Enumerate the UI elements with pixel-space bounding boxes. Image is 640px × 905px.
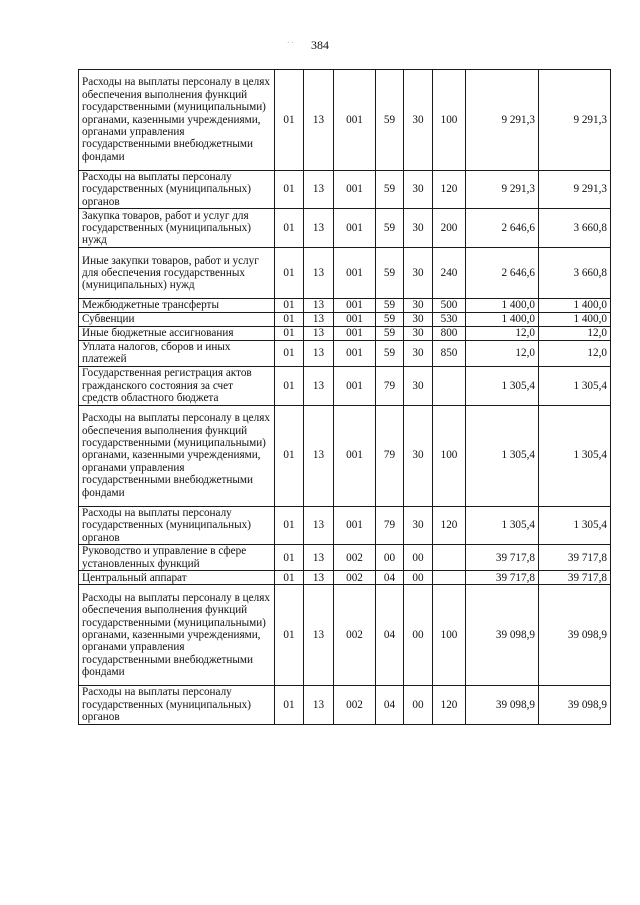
table-row bbox=[79, 340, 611, 366]
program-code-cell: 001 bbox=[334, 209, 376, 248]
amount-year1-cell: 1 400,0 bbox=[466, 313, 539, 327]
item-code-cell: 30 bbox=[404, 248, 433, 299]
row-name-cell: Расходы на выплаты персоналу в целях обеспечения выполнения функций государственными (муниципальными) органами, казенными учреждениями, органами управления государственными внебюджетными фондами bbox=[79, 70, 275, 171]
subsection-code-cell: 13 bbox=[304, 506, 334, 545]
row-name-cell: Государственная регистрация актов гражданского состояния за счет средств областного бюджета bbox=[79, 367, 275, 406]
row-name-cell: Расходы на выплаты персоналу государственных (муниципальных) органов bbox=[79, 686, 275, 725]
section-code-cell: 01 bbox=[275, 545, 304, 571]
table-body bbox=[79, 70, 611, 725]
item-code-cell: 30 bbox=[404, 209, 433, 248]
expense-type-cell bbox=[433, 571, 466, 585]
subprogram-code-cell: 04 bbox=[376, 585, 404, 686]
expense-type-cell: 120 bbox=[433, 506, 466, 545]
table-row bbox=[79, 209, 611, 248]
program-code-cell: 001 bbox=[334, 170, 376, 209]
table-row bbox=[79, 585, 611, 686]
section-code-cell: 01 bbox=[275, 340, 304, 366]
section-code-cell: 01 bbox=[275, 313, 304, 327]
expense-type-cell: 120 bbox=[433, 170, 466, 209]
expense-type-cell: 100 bbox=[433, 70, 466, 171]
item-code-cell: 00 bbox=[404, 585, 433, 686]
subsection-code-cell: 13 bbox=[304, 170, 334, 209]
budget-table bbox=[78, 69, 611, 725]
subsection-code-cell: 13 bbox=[304, 326, 334, 340]
section-code-cell: 01 bbox=[275, 686, 304, 725]
row-name-cell: Руководство и управление в сфере установленных функций bbox=[79, 545, 275, 571]
amount-year2-cell: 39 717,8 bbox=[539, 571, 611, 585]
page-number: 384 bbox=[311, 38, 329, 52]
program-code-cell: 002 bbox=[334, 585, 376, 686]
amount-year2-cell: 12,0 bbox=[539, 326, 611, 340]
subprogram-code-cell: 59 bbox=[376, 326, 404, 340]
table-row bbox=[79, 367, 611, 406]
amount-year2-cell: 1 305,4 bbox=[539, 367, 611, 406]
subsection-code-cell: 13 bbox=[304, 248, 334, 299]
program-code-cell: 001 bbox=[334, 313, 376, 327]
program-code-cell: 001 bbox=[334, 70, 376, 171]
amount-year2-cell: 1 400,0 bbox=[539, 313, 611, 327]
table-row bbox=[79, 571, 611, 585]
subsection-code-cell: 13 bbox=[304, 585, 334, 686]
expense-type-cell: 100 bbox=[433, 405, 466, 506]
section-code-cell: 01 bbox=[275, 299, 304, 313]
row-name-cell: Расходы на выплаты персоналу государственных (муниципальных) органов bbox=[79, 506, 275, 545]
subsection-code-cell: 13 bbox=[304, 209, 334, 248]
amount-year2-cell: 1 305,4 bbox=[539, 405, 611, 506]
table-row bbox=[79, 506, 611, 545]
expense-type-cell: 200 bbox=[433, 209, 466, 248]
expense-type-cell: 240 bbox=[433, 248, 466, 299]
amount-year1-cell: 1 400,0 bbox=[466, 299, 539, 313]
program-code-cell: 001 bbox=[334, 326, 376, 340]
expense-type-cell: 100 bbox=[433, 585, 466, 686]
amount-year2-cell: 39 098,9 bbox=[539, 686, 611, 725]
amount-year2-cell: 39 717,8 bbox=[539, 545, 611, 571]
section-code-cell: 01 bbox=[275, 571, 304, 585]
section-code-cell: 01 bbox=[275, 506, 304, 545]
amount-year1-cell: 1 305,4 bbox=[466, 367, 539, 406]
row-name-cell: Межбюджетные трансферты bbox=[79, 299, 275, 313]
row-name-cell: Расходы на выплаты персоналу в целях обеспечения выполнения функций государственными (муниципальными) органами, казенными учреждениями, органами управления государственными внебюджетными фондами bbox=[79, 405, 275, 506]
program-code-cell: 002 bbox=[334, 545, 376, 571]
amount-year1-cell: 2 646,6 bbox=[466, 248, 539, 299]
subprogram-code-cell: 59 bbox=[376, 248, 404, 299]
subprogram-code-cell: 79 bbox=[376, 367, 404, 406]
item-code-cell: 00 bbox=[404, 686, 433, 725]
amount-year1-cell: 9 291,3 bbox=[466, 70, 539, 171]
amount-year1-cell: 39 717,8 bbox=[466, 571, 539, 585]
subprogram-code-cell: 00 bbox=[376, 545, 404, 571]
amount-year2-cell: 12,0 bbox=[539, 340, 611, 366]
subsection-code-cell: 13 bbox=[304, 686, 334, 725]
subsection-code-cell: 13 bbox=[304, 405, 334, 506]
item-code-cell: 30 bbox=[404, 299, 433, 313]
item-code-cell: 30 bbox=[404, 405, 433, 506]
program-code-cell: 002 bbox=[334, 571, 376, 585]
row-name-cell: Закупка товаров, работ и услуг для государственных (муниципальных) нужд bbox=[79, 209, 275, 248]
row-name-cell: Субвенции bbox=[79, 313, 275, 327]
amount-year2-cell: 3 660,8 bbox=[539, 248, 611, 299]
subprogram-code-cell: 79 bbox=[376, 405, 404, 506]
subprogram-code-cell: 59 bbox=[376, 340, 404, 366]
expense-type-cell: 500 bbox=[433, 299, 466, 313]
subprogram-code-cell: 59 bbox=[376, 299, 404, 313]
subprogram-code-cell: 59 bbox=[376, 209, 404, 248]
expense-type-cell: 800 bbox=[433, 326, 466, 340]
subprogram-code-cell: 04 bbox=[376, 686, 404, 725]
amount-year1-cell: 9 291,3 bbox=[466, 170, 539, 209]
item-code-cell: 30 bbox=[404, 326, 433, 340]
program-code-cell: 001 bbox=[334, 506, 376, 545]
subprogram-code-cell: 79 bbox=[376, 506, 404, 545]
section-code-cell: 01 bbox=[275, 585, 304, 686]
amount-year1-cell: 2 646,6 bbox=[466, 209, 539, 248]
table-row bbox=[79, 170, 611, 209]
amount-year1-cell: 12,0 bbox=[466, 340, 539, 366]
section-code-cell: 01 bbox=[275, 248, 304, 299]
section-code-cell: 01 bbox=[275, 405, 304, 506]
amount-year1-cell: 1 305,4 bbox=[466, 405, 539, 506]
amount-year1-cell: 39 098,9 bbox=[466, 686, 539, 725]
section-code-cell: 01 bbox=[275, 170, 304, 209]
table-row bbox=[79, 545, 611, 571]
amount-year1-cell: 12,0 bbox=[466, 326, 539, 340]
item-code-cell: 00 bbox=[404, 571, 433, 585]
amount-year1-cell: 39 717,8 bbox=[466, 545, 539, 571]
table-row bbox=[79, 299, 611, 313]
row-name-cell: Центральный аппарат bbox=[79, 571, 275, 585]
table-row bbox=[79, 313, 611, 327]
expense-type-cell: 120 bbox=[433, 686, 466, 725]
program-code-cell: 001 bbox=[334, 248, 376, 299]
item-code-cell: 30 bbox=[404, 506, 433, 545]
amount-year2-cell: 3 660,8 bbox=[539, 209, 611, 248]
row-name-cell: Уплата налогов, сборов и иных платежей bbox=[79, 340, 275, 366]
subsection-code-cell: 13 bbox=[304, 299, 334, 313]
row-name-cell: Расходы на выплаты персоналу государственных (муниципальных) органов bbox=[79, 170, 275, 209]
program-code-cell: 001 bbox=[334, 405, 376, 506]
table-row bbox=[79, 248, 611, 299]
amount-year2-cell: 1 305,4 bbox=[539, 506, 611, 545]
subsection-code-cell: 13 bbox=[304, 313, 334, 327]
table-row bbox=[79, 405, 611, 506]
amount-year1-cell: 1 305,4 bbox=[466, 506, 539, 545]
expense-type-cell bbox=[433, 545, 466, 571]
amount-year2-cell: 9 291,3 bbox=[539, 170, 611, 209]
section-code-cell: 01 bbox=[275, 209, 304, 248]
subsection-code-cell: 13 bbox=[304, 545, 334, 571]
subprogram-code-cell: 59 bbox=[376, 70, 404, 171]
expense-type-cell: 530 bbox=[433, 313, 466, 327]
subsection-code-cell: 13 bbox=[304, 571, 334, 585]
item-code-cell: 30 bbox=[404, 340, 433, 366]
table-row bbox=[79, 70, 611, 171]
amount-year1-cell: 39 098,9 bbox=[466, 585, 539, 686]
subprogram-code-cell: 59 bbox=[376, 313, 404, 327]
expense-type-cell: 850 bbox=[433, 340, 466, 366]
item-code-cell: 00 bbox=[404, 545, 433, 571]
amount-year2-cell: 39 098,9 bbox=[539, 585, 611, 686]
subsection-code-cell: 13 bbox=[304, 340, 334, 366]
page-mark: · · bbox=[287, 39, 294, 47]
item-code-cell: 30 bbox=[404, 313, 433, 327]
subprogram-code-cell: 59 bbox=[376, 170, 404, 209]
table-row bbox=[79, 686, 611, 725]
section-code-cell: 01 bbox=[275, 326, 304, 340]
expense-type-cell bbox=[433, 367, 466, 406]
program-code-cell: 001 bbox=[334, 367, 376, 406]
amount-year2-cell: 9 291,3 bbox=[539, 70, 611, 171]
row-name-cell: Иные бюджетные ассигнования bbox=[79, 326, 275, 340]
subsection-code-cell: 13 bbox=[304, 70, 334, 171]
item-code-cell: 30 bbox=[404, 367, 433, 406]
section-code-cell: 01 bbox=[275, 70, 304, 171]
table-row bbox=[79, 326, 611, 340]
subsection-code-cell: 13 bbox=[304, 367, 334, 406]
subprogram-code-cell: 04 bbox=[376, 571, 404, 585]
row-name-cell: Расходы на выплаты персоналу в целях обеспечения выполнения функций государственными (муниципальными) органами, казенными учреждениями, органами управления государственными внебюджетными фондами bbox=[79, 585, 275, 686]
program-code-cell: 001 bbox=[334, 299, 376, 313]
item-code-cell: 30 bbox=[404, 70, 433, 171]
program-code-cell: 001 bbox=[334, 340, 376, 366]
section-code-cell: 01 bbox=[275, 367, 304, 406]
item-code-cell: 30 bbox=[404, 170, 433, 209]
row-name-cell: Иные закупки товаров, работ и услуг для обеспечения государственных (муниципальных) нужд bbox=[79, 248, 275, 299]
program-code-cell: 002 bbox=[334, 686, 376, 725]
amount-year2-cell: 1 400,0 bbox=[539, 299, 611, 313]
